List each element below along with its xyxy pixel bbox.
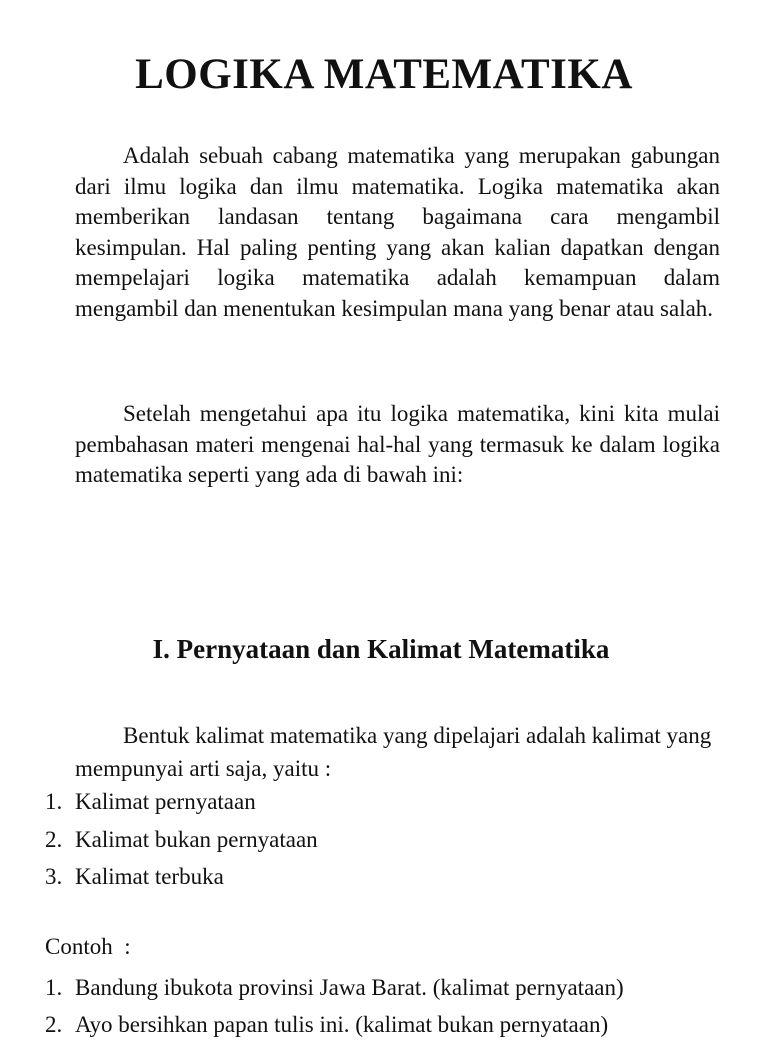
page-title: LOGIKA MATEMATIKA	[135, 51, 633, 98]
examples-list	[45, 972, 624, 1046]
list-item-number: 1.	[45, 789, 63, 814]
transition-paragraph: Setelah mengetahui apa itu logika matematika, kini kita mulai pembahasan materi mengenai hal-hal yang termasuk ke dalam logika matematika seperti yang ada di bawah ini:	[75, 401, 720, 487]
list-item-text: Kalimat pernyataan	[75, 789, 256, 814]
list-item	[45, 861, 318, 899]
list-item-number: 1.	[45, 975, 63, 1000]
sentence-types-list	[45, 786, 318, 899]
section-heading: I. Pernyataan dan Kalimat Matematika	[152, 634, 610, 664]
list-item-number: 2.	[45, 1012, 63, 1037]
list-item-text: Ayo bersihkan papan tulis ini. (kalimat bukan pernyataan)	[75, 1012, 609, 1037]
section-intro-paragraph: Bentuk kalimat matematika yang dipelajari adalah kalimat yang mempunyai arti saja, yaitu :	[75, 723, 712, 781]
example-label: Contoh :	[45, 934, 131, 959]
list-item-text: Kalimat terbuka	[75, 864, 224, 889]
intro-paragraph: Adalah sebuah cabang matematika yang merupakan gabungan dari ilmu logika dan ilmu matematika. Logika matematika akan memberikan landasan tentang bagaimana cara mengambil kesimpulan. Hal paling penting yang akan kalian dapatkan dengan mempelajari logika matematika adalah kemampuan dalam mengambil dan menentukan kesimpulan mana yang benar atau salah.	[75, 143, 720, 321]
list-item-number: 3.	[45, 864, 63, 889]
list-item	[45, 972, 624, 1009]
list-item	[45, 1009, 624, 1046]
list-item	[45, 786, 318, 824]
list-item-number: 2.	[45, 826, 63, 852]
list-item-text: Kalimat bukan pernyataan	[75, 826, 318, 852]
list-item	[45, 824, 318, 862]
list-item-text: Bandung ibukota provinsi Jawa Barat. (kalimat pernyataan)	[75, 975, 624, 1000]
